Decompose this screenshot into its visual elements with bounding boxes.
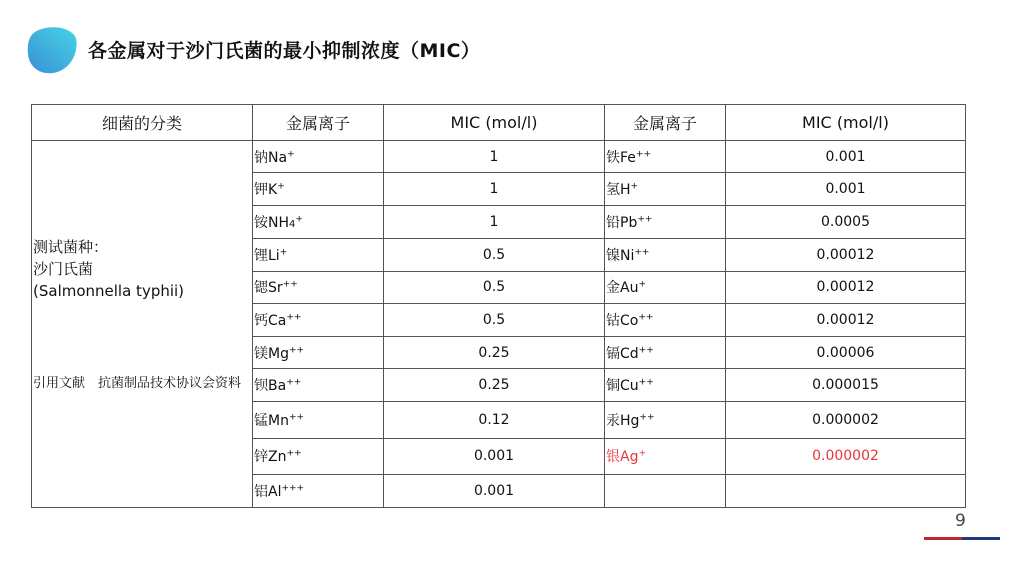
ion-symbol: 金Au [606, 280, 639, 297]
header-mic: MIC (mol/l) [384, 105, 605, 141]
right-mic-value: 0.001 [726, 141, 966, 173]
ion-charge: + [638, 279, 646, 290]
ion-charge: + [287, 148, 295, 159]
ion-symbol: 银Ag [606, 449, 639, 466]
left-ion-name [253, 206, 384, 238]
ion-charge: ++ [286, 377, 302, 388]
right-ion-name [605, 438, 726, 474]
left-ion-name [253, 238, 384, 271]
ion-symbol: 铁Fe [606, 149, 636, 166]
right-mic-value: 0.000002 [726, 438, 966, 474]
right-ion-name [605, 402, 726, 438]
logo-icon [27, 26, 77, 74]
ion-charge: ++ [638, 312, 654, 323]
ion-charge: ++ [286, 448, 302, 459]
left-mic-value: 1 [384, 173, 605, 206]
species-label: 测试菌种： [33, 238, 109, 256]
ion-symbol: 镁Mg [254, 345, 289, 362]
right-ion-name [605, 337, 726, 369]
ion-charge: + [295, 214, 303, 225]
page-title: 各金属对于沙门氏菌的最小抑制浓度（MIC） [88, 40, 481, 62]
left-ion-name [253, 438, 384, 474]
mic-table [31, 104, 966, 508]
ion-charge: ++ [638, 377, 654, 388]
ion-charge: ++ [282, 279, 298, 290]
left-ion-name [253, 271, 384, 303]
left-ion-name [253, 303, 384, 336]
right-ion-name [605, 173, 726, 206]
species-chinese-name: 沙门氏菌 [33, 260, 94, 278]
reference-note: 引用文献 抗菌制品技术协议会资料 [33, 376, 242, 391]
table-row [32, 141, 966, 173]
footer-red-bar [924, 537, 962, 540]
ion-symbol: 铝Al [254, 483, 282, 500]
left-ion-name [253, 402, 384, 438]
left-ion-name [253, 173, 384, 206]
left-mic-value: 0.12 [384, 402, 605, 438]
right-ion-name [605, 303, 726, 336]
right-mic-value: 0.00012 [726, 303, 966, 336]
left-mic-value: 0.001 [384, 438, 605, 474]
test-species [33, 236, 251, 302]
right-ion-name [605, 474, 726, 507]
ion-subscript: 4 [289, 218, 296, 230]
left-ion-name [253, 474, 384, 507]
species-latin-name: (Salmonnella typhii) [33, 282, 185, 300]
right-ion-name [605, 238, 726, 271]
ion-charge: ++ [288, 344, 305, 355]
ion-symbol: 钙Ca [254, 312, 287, 329]
ion-charge: + [279, 246, 288, 257]
footer-blue-bar [962, 537, 1000, 540]
ion-symbol: 镉Cd [606, 345, 639, 362]
ion-charge: ++ [286, 312, 302, 323]
ion-charge: ++ [638, 344, 654, 355]
ion-symbol: 锰Mn [254, 412, 289, 429]
bacteria-classification-cell [32, 141, 253, 508]
ion-charge: + [277, 181, 285, 192]
ion-symbol: 铅Pb [606, 214, 638, 231]
table-header-row [32, 105, 966, 141]
page-number: 9 [955, 511, 966, 531]
left-ion-name [253, 337, 384, 369]
right-ion-name [605, 369, 726, 402]
right-mic-value: 0.000015 [726, 369, 966, 402]
ion-symbol: 锶Sr [254, 280, 283, 297]
left-mic-value: 0.5 [384, 303, 605, 336]
ion-symbol: 钾K [254, 182, 278, 199]
right-ion-name [605, 141, 726, 173]
left-mic-value: 0.5 [384, 238, 605, 271]
ion-charge: ++ [637, 214, 653, 225]
right-ion-name [605, 271, 726, 303]
left-mic-value: 0.5 [384, 271, 605, 303]
ion-charge: + [630, 181, 639, 192]
right-mic-value: 0.0005 [726, 206, 966, 238]
ion-symbol: 钡Ba [254, 378, 287, 395]
ion-symbol: 铜Cu [606, 378, 639, 395]
ion-symbol: 汞Hg [606, 412, 640, 429]
ion-charge: +++ [281, 483, 305, 494]
ion-charge: ++ [639, 412, 655, 423]
header-mic-2: MIC (mol/l) [726, 105, 966, 141]
header-metal-ion-2: 金属离子 [605, 105, 726, 141]
left-mic-value: 0.25 [384, 337, 605, 369]
ion-charge: + [638, 448, 647, 459]
left-mic-value: 0.25 [384, 369, 605, 402]
right-ion-name [605, 206, 726, 238]
right-mic-value: 0.00006 [726, 337, 966, 369]
ion-symbol: 锌Zn [254, 449, 287, 466]
right-mic-value: 0.00012 [726, 238, 966, 271]
left-mic-value: 1 [384, 206, 605, 238]
left-ion-name [253, 369, 384, 402]
ion-symbol: 锂Li [254, 247, 280, 264]
left-mic-value: 0.001 [384, 474, 605, 507]
ion-charge: ++ [635, 148, 651, 159]
right-mic-value: 0.001 [726, 173, 966, 206]
right-mic-value: 0.00012 [726, 271, 966, 303]
ion-symbol: 钴Co [606, 312, 639, 329]
ion-charge: ++ [288, 412, 305, 423]
ion-symbol: 铵NH [254, 214, 289, 231]
left-ion-name [253, 141, 384, 173]
left-mic-value: 1 [384, 141, 605, 173]
ion-symbol: 钠Na [254, 149, 288, 166]
header-metal-ion: 金属离子 [253, 105, 384, 141]
ion-charge: ++ [634, 246, 650, 257]
header-classification: 细菌的分类 [32, 105, 253, 141]
right-mic-value: 0.000002 [726, 402, 966, 438]
ion-symbol: 镍Ni [606, 247, 635, 264]
ion-symbol: 氢H [606, 182, 631, 199]
right-mic-value [726, 474, 966, 507]
